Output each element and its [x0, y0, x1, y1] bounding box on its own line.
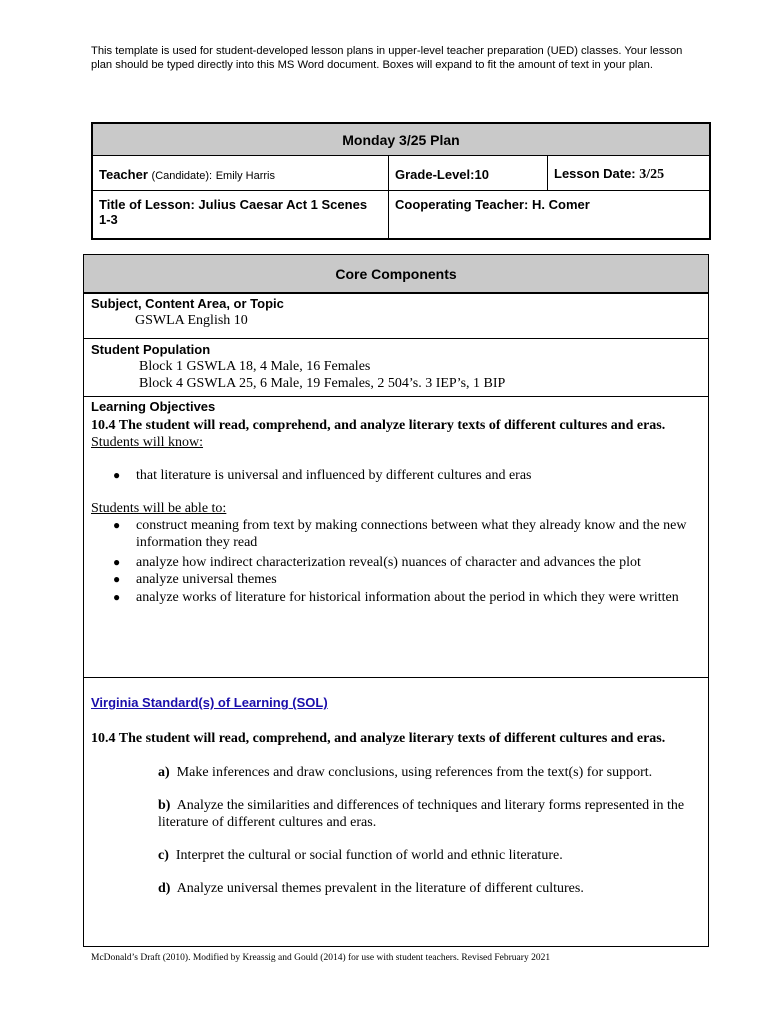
- sol-standard: 10.4 The student will read, comprehend, and analyze literary texts of different cultures and eras.: [91, 731, 666, 746]
- list-item: ● construct meaning from text by making connections between what they already know and the new information they read: [113, 518, 687, 550]
- intro-text: This template is used for student-developed lesson plans in upper-level teacher preparation (UED) classes. Your lesson plan should be typed directly into this MS Word document. Boxes will expand to fit the amount of text in your plan.: [91, 45, 683, 71]
- lesson-title: Title of Lesson: Julius Caesar Act 1 Scenes 1-3: [92, 191, 389, 239]
- population-line: Block 4 GSWLA 25, 6 Male, 19 Females, 2 504’s. 3 IEP’s, 1 BIP: [139, 376, 506, 391]
- bullet-icon: ●: [113, 590, 121, 604]
- list-item: ● analyze how indirect characterization reveal(s) nuances of character and advances the plot: [113, 555, 641, 570]
- know-label: Students will know:: [91, 435, 204, 450]
- sol-section: [84, 678, 709, 947]
- core-title: Core Components: [84, 255, 709, 294]
- subject-section: [84, 293, 709, 339]
- plan-title: Monday 3/25 Plan: [92, 123, 710, 156]
- lesson-date-value: 3/25: [639, 166, 665, 182]
- lesson-date-cell: [548, 156, 711, 191]
- sol-item: b) Analyze the similarities and differences of techniques and literary forms represented in the literature of different cultures and eras.: [158, 798, 685, 830]
- list-item: ● analyze universal themes: [113, 572, 277, 587]
- core-components-table: [83, 254, 709, 947]
- bullet-icon: ●: [113, 468, 121, 482]
- sol-link[interactable]: Virginia Standard(s) of Learning (SOL): [91, 695, 328, 710]
- bullet-icon: ●: [113, 555, 121, 569]
- population-label: Student Population: [91, 342, 211, 357]
- list-item: ● analyze works of literature for historical information about the period in which they were written: [113, 590, 679, 605]
- subject-value: GSWLA English 10: [135, 313, 248, 328]
- population-line: Block 1 GSWLA 18, 4 Male, 16 Females: [139, 359, 371, 374]
- objectives-section: [84, 397, 709, 678]
- list-item: ● that literature is universal and influenced by different cultures and eras: [113, 468, 532, 483]
- able-label: Students will be able to:: [91, 501, 227, 516]
- know-list: [91, 467, 701, 484]
- subject-label: Subject, Content Area, or Topic: [91, 296, 284, 311]
- bullet-icon: ●: [113, 518, 121, 532]
- sol-item: d) Analyze universal themes prevalent in the literature of different cultures.: [158, 881, 584, 896]
- population-section: [84, 339, 709, 397]
- teacher-cell: [92, 156, 389, 191]
- lesson-date-label: Lesson Date:: [554, 165, 636, 181]
- objectives-label: Learning Objectives: [91, 399, 216, 414]
- footer-text: McDonald’s Draft (2010). Modified by Kreassig and Gould (2014) for use with student teachers. Revised February 2021: [91, 953, 551, 963]
- cooperating-teacher: Cooperating Teacher: H. Comer: [389, 191, 711, 239]
- teacher-candidate-label: (Candidate):: [151, 169, 213, 182]
- bullet-icon: ●: [113, 572, 121, 586]
- teacher-label: Teacher: [99, 166, 148, 182]
- grade-level: Grade-Level:10: [389, 156, 548, 191]
- sol-item: c) Interpret the cultural or social function of world and ethnic literature.: [158, 848, 563, 863]
- plan-table: [91, 122, 711, 240]
- teacher-name: Emily Harris: [215, 169, 275, 182]
- able-list: [91, 517, 701, 606]
- sol-item: a) Make inferences and draw conclusions, using references from the text(s) for support.: [158, 765, 653, 780]
- objective-standard: 10.4 The student will read, comprehend, and analyze literary texts of different cultures and eras.: [91, 418, 666, 433]
